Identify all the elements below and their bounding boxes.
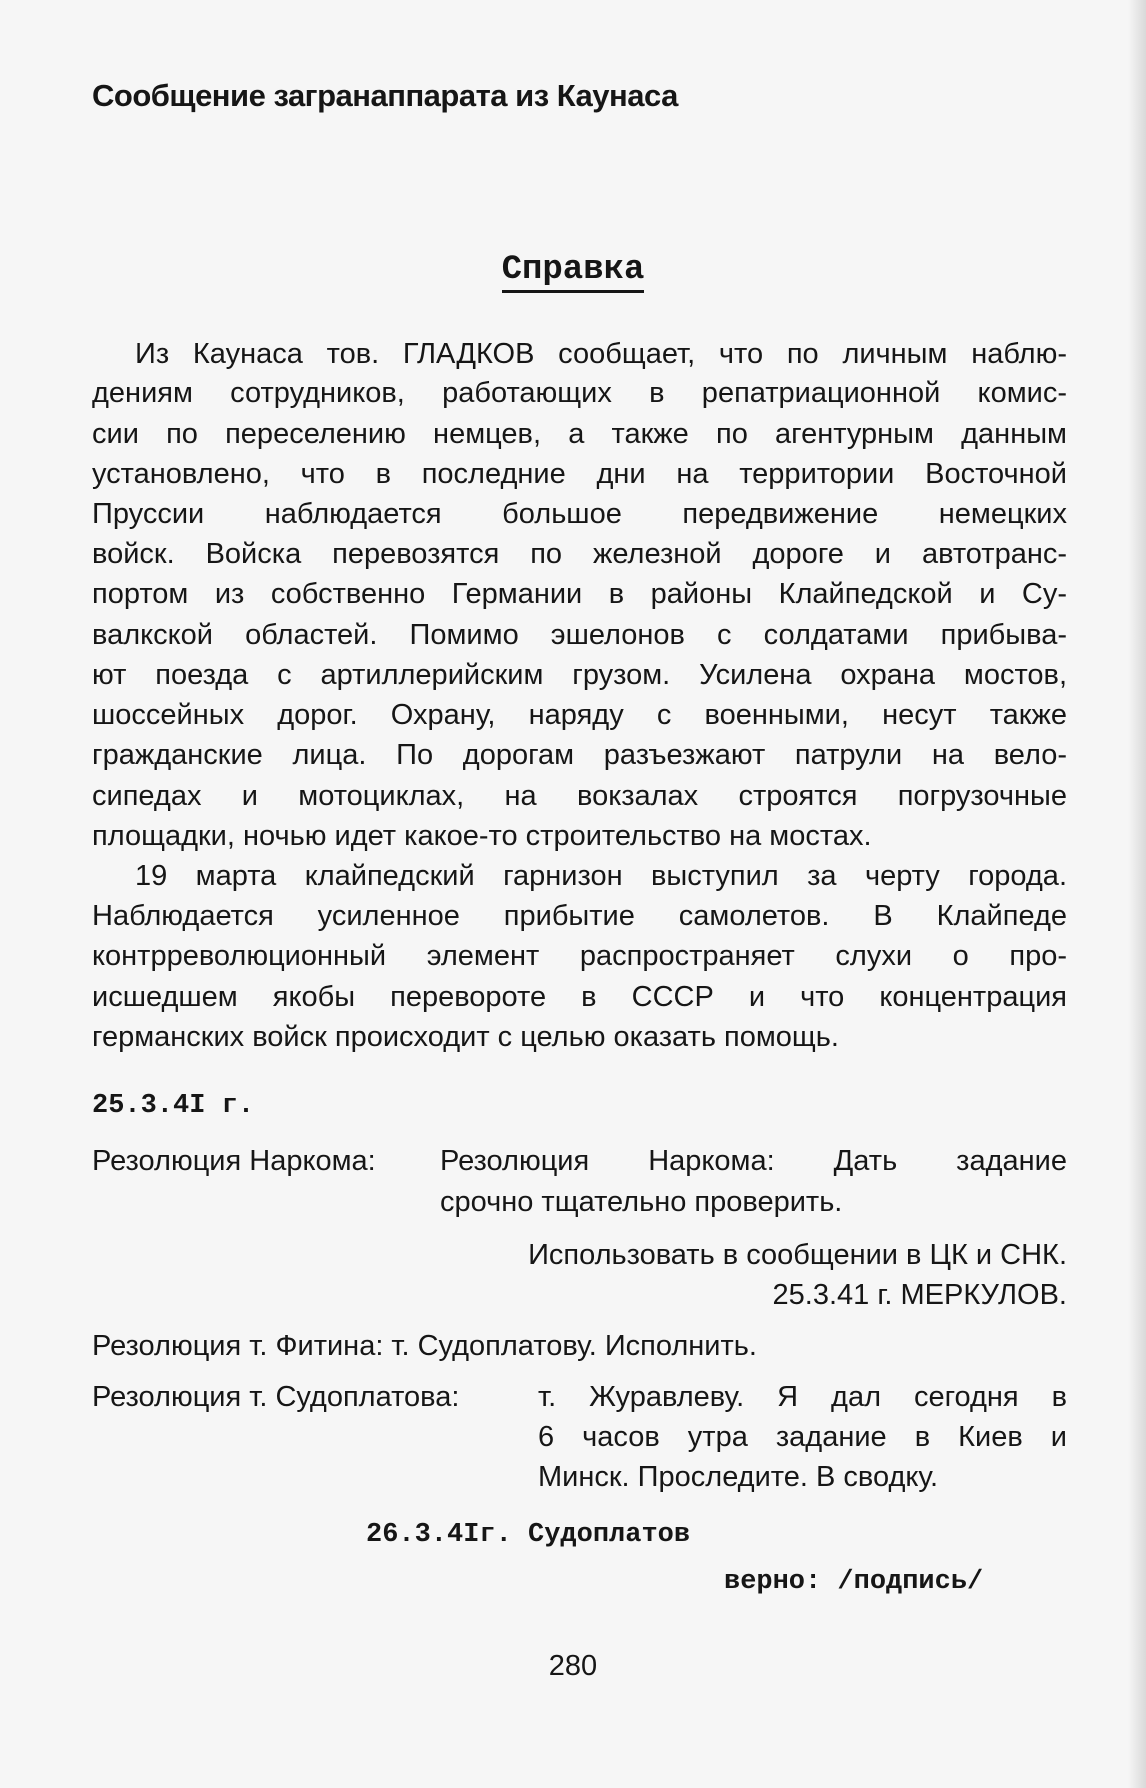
resolution-narkom-text: Резолюция Наркома: Дать задание [440, 1145, 1067, 1177]
body-line: ют поезда с артиллерийским грузом. Усилена охрана мостов, [92, 659, 1067, 691]
date-signature-typed: 26.3.4Iг. Судоплатов [366, 1520, 691, 1550]
body-line: площадки, ночью идет какое-то строительство на мостах. [92, 820, 872, 852]
body-line: войск. Войска перевозятся по железной дороге и автотранс- [92, 538, 1067, 570]
resolution-narkom-label: Резолюция Наркома: [92, 1145, 376, 1177]
body-line: Из Каунаса тов. ГЛАДКОВ сообщает, что по личным наблю- [135, 338, 1067, 370]
resolution-sudoplatov-text: т. Журавлеву. Я дал сегодня в [538, 1381, 1067, 1413]
body-line: валкской областей. Помимо эшелонов с солдатами прибыва- [92, 619, 1067, 651]
verno-signature-typed: верно: /подпись/ [724, 1567, 984, 1597]
body-line: 19 марта клайпедский гарнизон выступил за черту города. [135, 860, 1067, 892]
body-line: сии по переселению немцев, а также по агентурным данным [92, 418, 1067, 450]
body-line: сипедах и мотоциклах, на вокзалах строятся погрузочные [92, 780, 1067, 812]
spravka-title [0, 250, 1146, 290]
body-line: германских войск происходит с целью оказать помощь. [92, 1021, 839, 1053]
resolution-narkom-text: Использовать в сообщении в ЦК и СНК. [528, 1239, 1067, 1271]
body-line: Наблюдается усиленное прибытие самолетов. В Клайпеде [92, 900, 1067, 932]
body-line: портом из собственно Германии в районы Клайпедской и Су- [92, 578, 1067, 610]
document-heading: Сообщение загранаппарата из Каунаса [92, 78, 678, 113]
body-line: Пруссии наблюдается большое передвижение немецких [92, 498, 1067, 530]
resolution-sudoplatov-text: Минск. Проследите. В сводку. [538, 1461, 939, 1493]
resolution-fitin: Резолюция т. Фитина: т. Судоплатову. Исполнить. [92, 1330, 757, 1362]
body-line: контрреволюционный элемент распространяет слухи о про- [92, 940, 1067, 972]
body-line: гражданские лица. По дорогам разъезжают патрули на вело- [92, 739, 1067, 771]
body-line: установлено, что в последние дни на территории Восточной [92, 458, 1067, 490]
body-line: исшедшем якобы перевороте в СССР и что концентрация [92, 981, 1067, 1013]
body-line: дениям сотрудников, работающих в репатриационной комис- [92, 377, 1067, 409]
body-line: шоссейных дорог. Охрану, наряду с военными, несут также [92, 699, 1067, 731]
resolution-sudoplatov-text: 6 часов утра задание в Киев и [538, 1421, 1067, 1453]
spravka-title-text: Справка [502, 251, 645, 293]
page-number: 280 [548, 1650, 598, 1682]
resolution-narkom-signature: 25.3.41 г. МЕРКУЛОВ. [772, 1279, 1067, 1311]
date-typed: 25.3.4I г. [92, 1091, 255, 1121]
resolution-sudoplatov-label: Резолюция т. Судоплатова: [92, 1381, 460, 1413]
resolution-narkom-text: срочно тщательно проверить. [440, 1186, 843, 1218]
